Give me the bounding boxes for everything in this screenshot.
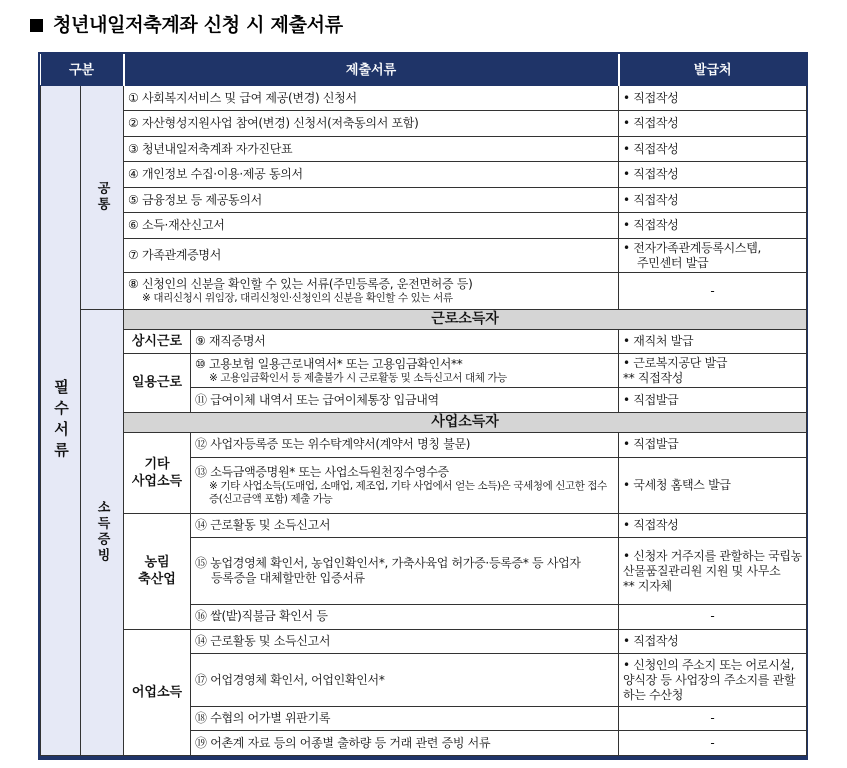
doc-text: ⑩ 고용보험 일용근로내역서* 또는 고용임금확인서** xyxy=(195,356,463,371)
issuer-cell: • 재직처 발급 xyxy=(619,330,807,353)
issuer-line: • 근로복지공단 발급 xyxy=(623,355,728,370)
sub-label-line: 기타 xyxy=(144,456,170,472)
issuer-line: ** 직접작성 xyxy=(623,370,684,385)
doc-cell: ⑯ 쌀(밭)직불금 확인서 등 xyxy=(191,605,619,629)
issuer-cell: • 직접작성 xyxy=(619,513,807,537)
issuer-cell: • 직접발급 xyxy=(619,433,807,457)
issuer-cell: • 국세청 홈택스 발급 xyxy=(619,457,807,513)
page-title-text: 청년내일저축계좌 신청 시 제출서류 xyxy=(53,14,343,36)
table-row xyxy=(41,187,807,212)
issuer-cell xyxy=(619,538,807,605)
table-row xyxy=(41,353,807,388)
issuer-line: • 전자가족관계등록시스템, xyxy=(623,240,762,255)
table-row xyxy=(41,86,807,111)
sub-label-line: 농림 xyxy=(144,555,170,571)
issuer-cell: - xyxy=(619,707,807,731)
page-title xyxy=(30,8,343,42)
table-row xyxy=(41,513,807,537)
doc-cell: ⑭ 근로활동 및 소득신고서 xyxy=(191,629,619,653)
issuer-cell: - xyxy=(619,605,807,629)
income-proof-label: 소득증빙 xyxy=(81,309,124,755)
doc-cell: ⑦ 가족관계증명서 xyxy=(124,238,619,273)
table-row xyxy=(41,433,807,457)
doc-cell: ① 사회복지서비스 및 급여 제공(변경) 신청서 xyxy=(124,86,619,111)
doc-cell xyxy=(124,273,619,310)
fishery-label: 어업소득 xyxy=(124,629,191,755)
doc-text: ⑧ 신청인의 신분을 확인할 수 있는 서류(주민등록증, 운전면허증 등) xyxy=(128,277,473,292)
issuer-cell: • 직접작성 xyxy=(619,629,807,653)
header-category: 구분 xyxy=(41,55,124,86)
doc-cell: ⑤ 금융정보 등 제공동의서 xyxy=(124,187,619,212)
doc-note: ※ 대리신청시 위임장, 대리신청인·신청인의 신분을 확인할 수 있는 서류 xyxy=(142,292,453,305)
issuer-cell xyxy=(619,238,807,273)
issuer-cell: • 신청인의 주소지 또는 어로시설, 양식장 등 사업장의 주소지를 관할하는 수산청 xyxy=(619,654,807,707)
doc-cell xyxy=(191,457,619,513)
common-label: 공통 xyxy=(81,86,124,310)
doc-text: ⑮ 농업경영체 확인서, 농업인확인서*, 가축사육업 허가증·등록증* 등 사업자 xyxy=(195,556,581,571)
documents-table-frame xyxy=(38,52,808,760)
sub-label-line: 축산업 xyxy=(138,572,176,588)
doc-cell: ⑱ 수협의 어가별 위판기록 xyxy=(191,707,619,731)
doc-text: 등록증을 대체할만한 입증서류 xyxy=(211,571,365,586)
issuer-cell: • 직접발급 xyxy=(619,388,807,412)
table-header-row xyxy=(41,55,807,86)
doc-cell xyxy=(191,538,619,605)
regular-work-label: 상시근로 xyxy=(124,330,191,353)
doc-cell: ⑫ 사업자등록증 또는 위수탁계약서(계약서 명칭 불문) xyxy=(191,433,619,457)
doc-note: ※ 고용임금확인서 등 제출불가 시 근로활동 및 소득신고서 대체 가능 xyxy=(209,371,507,384)
section-row xyxy=(41,412,807,432)
doc-cell: ⑨ 재직증명서 xyxy=(191,330,619,353)
section-row xyxy=(41,309,807,329)
other-business-label xyxy=(124,433,191,513)
issuer-cell: • 직접작성 xyxy=(619,162,807,187)
doc-cell: ⑰ 어업경영체 확인서, 어업인확인서* xyxy=(191,654,619,707)
table-row xyxy=(41,330,807,353)
doc-cell: ⑲ 어촌계 자료 등의 어종별 출하량 등 거래 관련 증빙 서류 xyxy=(191,731,619,756)
square-bullet-icon xyxy=(30,19,43,32)
required-docs-label: 필수서류 xyxy=(41,86,81,756)
table-row xyxy=(41,629,807,653)
table-row xyxy=(41,273,807,310)
business-income-section-header: 사업소득자 xyxy=(124,412,807,432)
farming-label xyxy=(124,513,191,629)
daily-work-label: 일용근로 xyxy=(124,353,191,412)
table-row xyxy=(41,213,807,238)
table-row xyxy=(41,111,807,136)
issuer-cell: • 직접작성 xyxy=(619,213,807,238)
issuer-cell xyxy=(619,353,807,388)
earned-income-section-header: 근로소득자 xyxy=(124,309,807,329)
sub-label-line: 사업소득 xyxy=(131,473,183,489)
doc-cell: ③ 청년내일저축계좌 자가진단표 xyxy=(124,136,619,161)
table-row xyxy=(41,162,807,187)
doc-cell: ④ 개인정보 수집·이용·제공 동의서 xyxy=(124,162,619,187)
documents-table xyxy=(40,54,807,756)
issuer-cell: • 직접작성 xyxy=(619,86,807,111)
issuer-cell: - xyxy=(619,731,807,756)
header-issuer: 발급처 xyxy=(619,55,807,86)
doc-cell: ⑥ 소득·재산신고서 xyxy=(124,213,619,238)
table-row xyxy=(41,136,807,161)
doc-cell: ⑭ 근로활동 및 소득신고서 xyxy=(191,513,619,537)
doc-cell xyxy=(191,353,619,388)
header-documents: 제출서류 xyxy=(124,55,619,86)
doc-cell: ② 자산형성지원사업 참여(변경) 신청서(저축동의서 포함) xyxy=(124,111,619,136)
doc-text: ⑬ 소득금액증명원* 또는 사업소득원천징수영수증 xyxy=(195,464,449,479)
issuer-cell: - xyxy=(619,273,807,310)
issuer-line: 주민센터 발급 xyxy=(637,255,709,270)
doc-cell: ⑪ 급여이체 내역서 또는 급여이체통장 입금내역 xyxy=(191,388,619,412)
doc-note: ※ 기타 사업소득(도매업, 소매업, 제조업, 기타 사업에서 얻는 소득)은 국세청에 신고한 접수증(신고금액 포함) 제출 가능 xyxy=(209,479,607,505)
issuer-cell: • 직접작성 xyxy=(619,187,807,212)
issuer-cell: • 직접작성 xyxy=(619,136,807,161)
issuer-cell: • 직접작성 xyxy=(619,111,807,136)
issuer-line: • 신청자 거주지를 관할하는 국립농산물품질관리원 지원 및 사무소 xyxy=(623,548,802,578)
issuer-line: ** 지자체 xyxy=(623,578,672,593)
table-row xyxy=(41,238,807,273)
